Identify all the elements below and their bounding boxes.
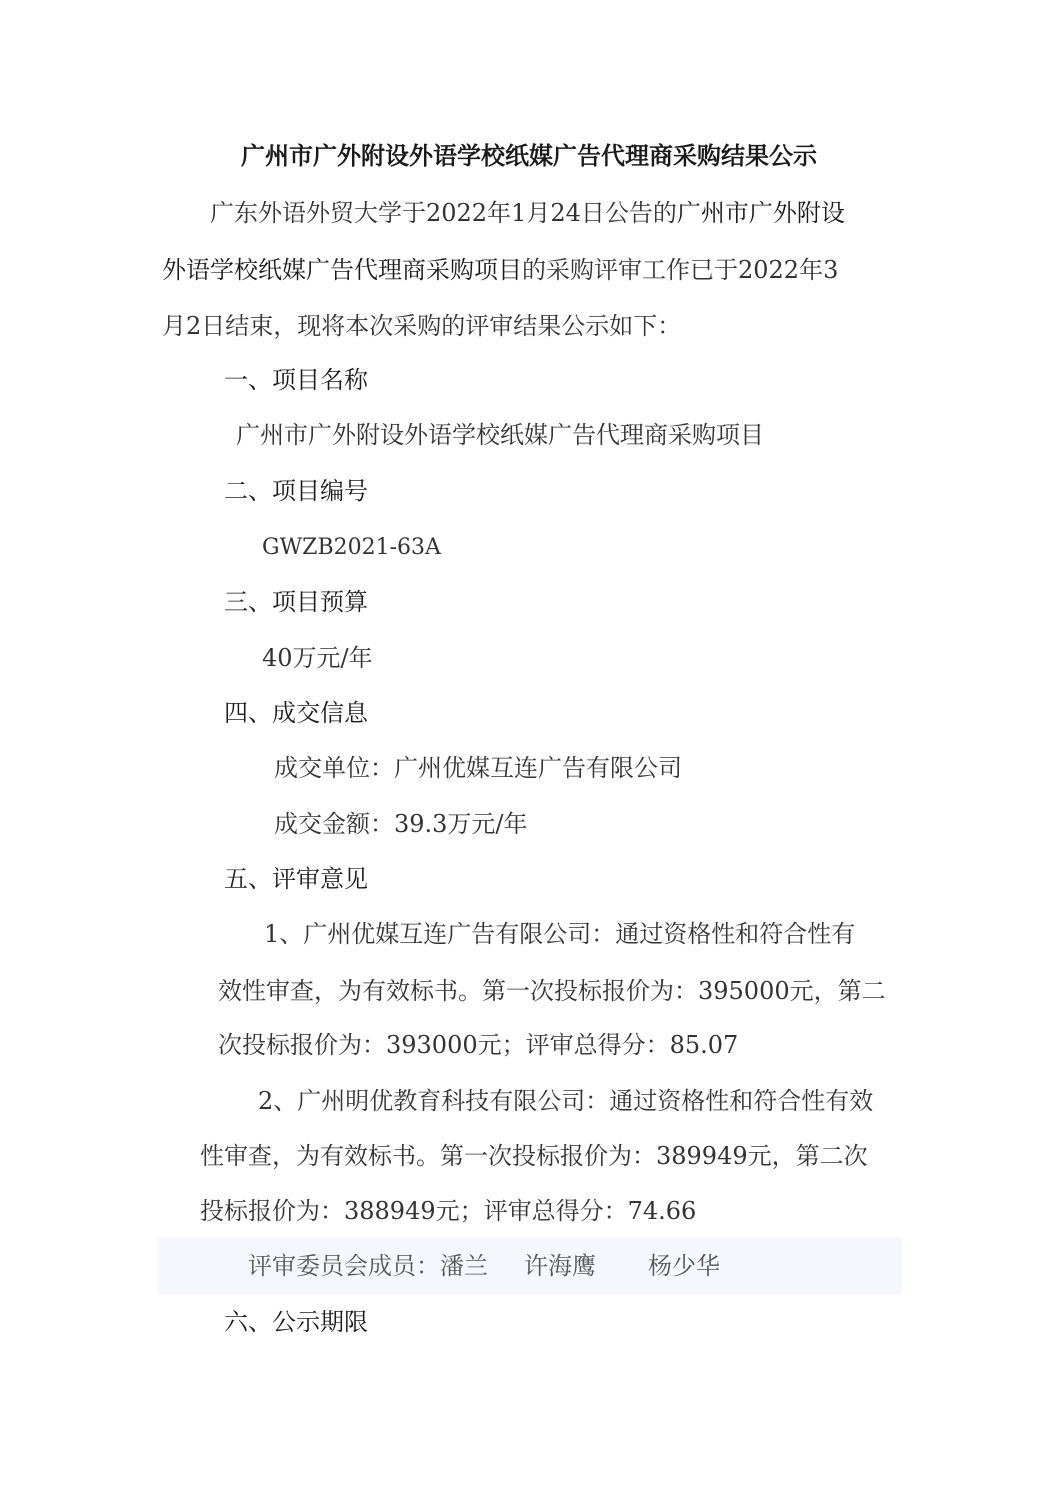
intro-project-name-end: 外语学校纸媒广告代理商采购项目	[162, 256, 522, 284]
committee-label: 评审委员会成员：	[248, 1252, 440, 1280]
section-heading-notice-period: 六、公示期限	[224, 1308, 368, 1336]
deal-amount: 成交金额：39.3万元/年	[274, 810, 528, 838]
intro-line-2-text: 的采购评审工作已于2022年3	[522, 256, 839, 284]
committee-members	[248, 1249, 720, 1283]
committee-member-2: 许海鹰	[524, 1252, 596, 1280]
budget-value: 40万元/年	[262, 644, 373, 672]
review-item-1-line-1: 1、广州优媒互连广告有限公司：通过资格性和符合性有	[264, 920, 856, 948]
committee-member-1: 潘兰	[440, 1252, 488, 1280]
document-title: 广州市广外附设外语学校纸媒广告代理商采购结果公示	[241, 142, 817, 170]
intro-project-name-start: 广州市广外附设	[676, 199, 845, 227]
section-heading-deal-info: 四、成交信息	[224, 699, 368, 727]
section-heading-project-number: 二、项目编号	[224, 477, 368, 505]
project-name-value: 广州市广外附设外语学校纸媒广告代理商采购项目	[236, 421, 764, 449]
section-heading-review: 五、评审意见	[224, 865, 368, 893]
intro-line-3: 月2日结束，现将本次采购的评审结果公示如下：	[162, 312, 682, 340]
intro-line-1	[210, 196, 845, 230]
intro-line-2	[162, 253, 838, 287]
review-item-2-line-1: 2、广州明优教育科技有限公司：通过资格性和符合性有效	[258, 1087, 874, 1115]
review-item-2-line-3: 投标报价为：388949元；评审总得分：74.66	[200, 1197, 697, 1225]
review-item-2-line-2: 性审查，为有效标书。第一次投标报价为：389949元，第二次	[200, 1142, 868, 1170]
deal-unit: 成交单位：广州优媒互连广告有限公司	[274, 754, 682, 782]
intro-line-1-text: 广东外语外贸大学于2022年1月24日公告的	[210, 199, 677, 227]
project-number-value: GWZB2021-63A	[262, 535, 441, 560]
committee-member-3: 杨少华	[648, 1252, 720, 1280]
section-heading-project-name: 一、项目名称	[224, 366, 368, 394]
section-heading-budget: 三、项目预算	[224, 588, 368, 616]
review-item-1-line-3: 次投标报价为：393000元；评审总得分：85.07	[218, 1031, 739, 1059]
review-item-1-line-2: 效性审查，为有效标书。第一次投标报价为：395000元，第二	[218, 977, 886, 1005]
